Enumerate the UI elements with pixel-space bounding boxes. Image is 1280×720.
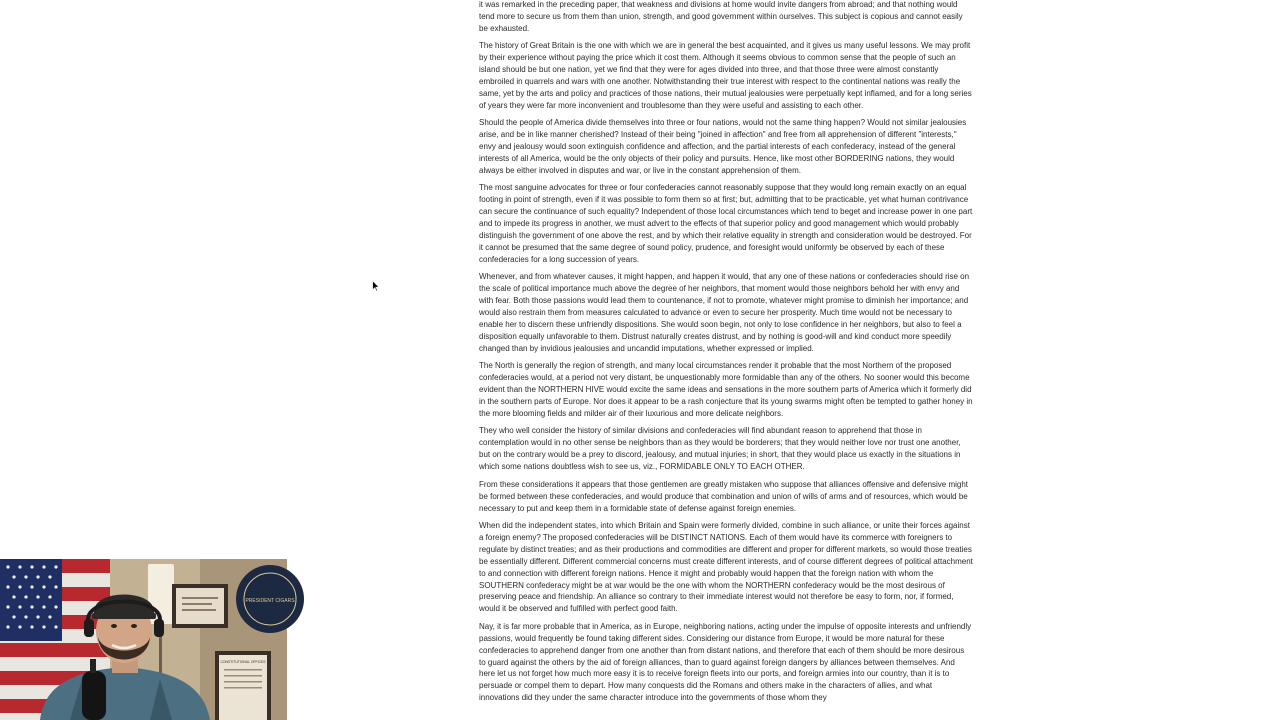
paragraph-3: Should the people of America divide themselves into three or four nations, would not the same thing happen? Would not similar jealousies arise, and be in like manner cherished? Instead of their being "joined in affection" and free from all apprehension of different "interests," envy and jealousy would soon extinguish confidence and affection, and the partial interests of each confederacy, instead of the general interests of all America, would be the only objects of their policy and pursuits. Hence, like most other BORDERING nations, they would always be either involved in disputes and war, or live in the constant apprehension of them. xyxy=(479,118,967,175)
paragraph-1: it was remarked in the preceding paper, that weakness and divisions at home would invite dangers from abroad; and that nothing would tend more to secure us from them than union, strength, and good government within ourselves. This subject is copious and cannot easily be exhausted. xyxy=(479,0,963,33)
paragraph-9: When did the independent states, into which Britain and Spain were formerly divided, combine in such alliance, or unite their forces against a foreign enemy? The proposed confederacies will be DISTINCT NATIONS. Each of them would have its commerce with foreigners to regulate by distinct treaties; and as their productions and commodities are different and proper for different markets, so would those treaties be essentially different. Different commercial concerns must create different interests, and of course different degrees of political attachment to and connection with different foreign nations. Hence it might and probably would happen that the foreign nation with whom the SOUTHERN confederacy might be at war would be the one with whom the NORTHERN confederacy would be the most desirous of preserving peace and friendship. An alliance so contrary to their immediate interest would not therefore be easy to form, nor, if formed, would it be observed and fulfilled with perfect good faith. xyxy=(479,521,973,614)
paragraph-7: They who well consider the history of similar divisions and confederacies will find abundant reason to apprehend that those in contemplation would in no other sense be neighbors than as they would be borderers; that they would neither love nor trust one another, but on the contrary would be a prey to discord, jealousy, and mutual injuries; in short, that they would place us exactly in the situations in which some nations doubtless wish to see us, viz., FORMIDABLE ONLY TO EACH OTHER. xyxy=(479,426,961,472)
paragraph-2: The history of Great Britain is the one with which we are in general the best acquainted, and it gives us many useful lessons. We may profit by their experience without paying the price which it cost them. Although it seems obvious to common sense that the people of such an island should be but one nation, yet we find that they were for ages divided into three, and that those three were almost constantly embroiled in quarrels and wars with one another. Notwithstanding their true interest with respect to the continental nations was really the same, yet by the arts and policy and practices of those nations, their mutual jealousies were perpetually kept inflamed, and for a long series of years they were far more inconvenient and troublesome than they were useful and assisting to each other. xyxy=(479,41,972,110)
seal-text: PRESIDENT CIGARS xyxy=(245,598,295,604)
paragraph-10: Nay, it is far more probable that in America, as in Europe, neighboring nations, acting under the impulse of opposite interests and unfriendly passions, would frequently be found taking different sides. Considering our distance from Europe, it would be more natural for these confederacies to apprehend danger from one another than from distant nations, and therefore that each of them should be more desirous to guard against the others by the aid of foreign alliances, than to guard against foreign dangers by alliances between themselves. And here let us not forget how much more easy it is to receive foreign fleets into our ports, and foreign armies into our country, than it is to persuade or compel them to depart. How many conquests did the Romans and others make in the characters of allies, and what innovations did they under the same character introduce into the governments of those whom they xyxy=(479,621,972,703)
poster-frame-bottom xyxy=(215,651,271,720)
paragraph-6: The North is generally the region of strength, and many local circumstances render it probable that the most Northern of the proposed confederacies would, at a period not very distant, be unquestionably more formidable than any of the others. No sooner would this become evident than the NORTHERN HIVE would excite the same ideas and sensations in the more southern parts of America which it formerly did in the southern parts of Europe. Nor does it appear to be a rash conjecture that its young swarms might often be tempted to gather honey in the more blooming fields and milder air of their luxurious and more delicate neighbors. xyxy=(479,361,973,418)
document-body xyxy=(479,0,973,710)
mouse-cursor-icon xyxy=(372,279,380,291)
paragraph-5: Whenever, and from whatever causes, it might happen, and happen it would, that any one of these nations or confederacies should rise on the scale of political importance much above the degree of her neighbors, that moment would those neighbors behold her with envy and with fear. Both those passions would lead them to countenance, if not to promote, whatever might promise to diminish her importance; and would also restrain them from measures calculated to advance or even to secure her prosperity. Much time would not be necessary to enable her to discern these unfriendly dispositions. She would soon begin, not only to lose confidence in her neighbors, but also to feel a disposition equally unfavorable to them. Distrust naturally creates distrust, and by nothing is good-will and kind conduct more speedily changed than by invidious jealousies and uncandid imputations, whether expressed or implied. xyxy=(479,272,970,353)
webcam-overlay xyxy=(0,559,295,720)
cigar-seal-sign xyxy=(236,565,304,633)
paragraph-4: The most sanguine advocates for three or four confederacies cannot reasonably suppose that they would long remain exactly on an equal footing in point of strength, even if it was possible to form them so at first; but, admitting that to be practicable, yet what human contrivance can secure the continuance of such equality? Independent of those local circumstances which tend to beget and increase power in one part and to impede its progress in another, we must advert to the effects of that superior policy and good management which would probably distinguish the government of one above the rest, and by which their relative equality in strength and consideration would be destroyed. For it cannot be presumed that the same degree of sound policy, prudence, and foresight would uniformly be observed by each of these confederacies for a long succession of years. xyxy=(479,183,973,264)
poster-title: CONSTITUTIONAL OFFICES xyxy=(220,660,266,664)
framed-poster xyxy=(172,584,228,628)
paragraph-8: From these considerations it appears that those gentlemen are greatly mistaken who suppose that alliances offensive and defensive might be formed between these confederacies, and would produce that combination and union of wills of arms and of resources, which would be necessary to put and keep them in a formidable state of defense against foreign enemies. xyxy=(479,479,969,513)
